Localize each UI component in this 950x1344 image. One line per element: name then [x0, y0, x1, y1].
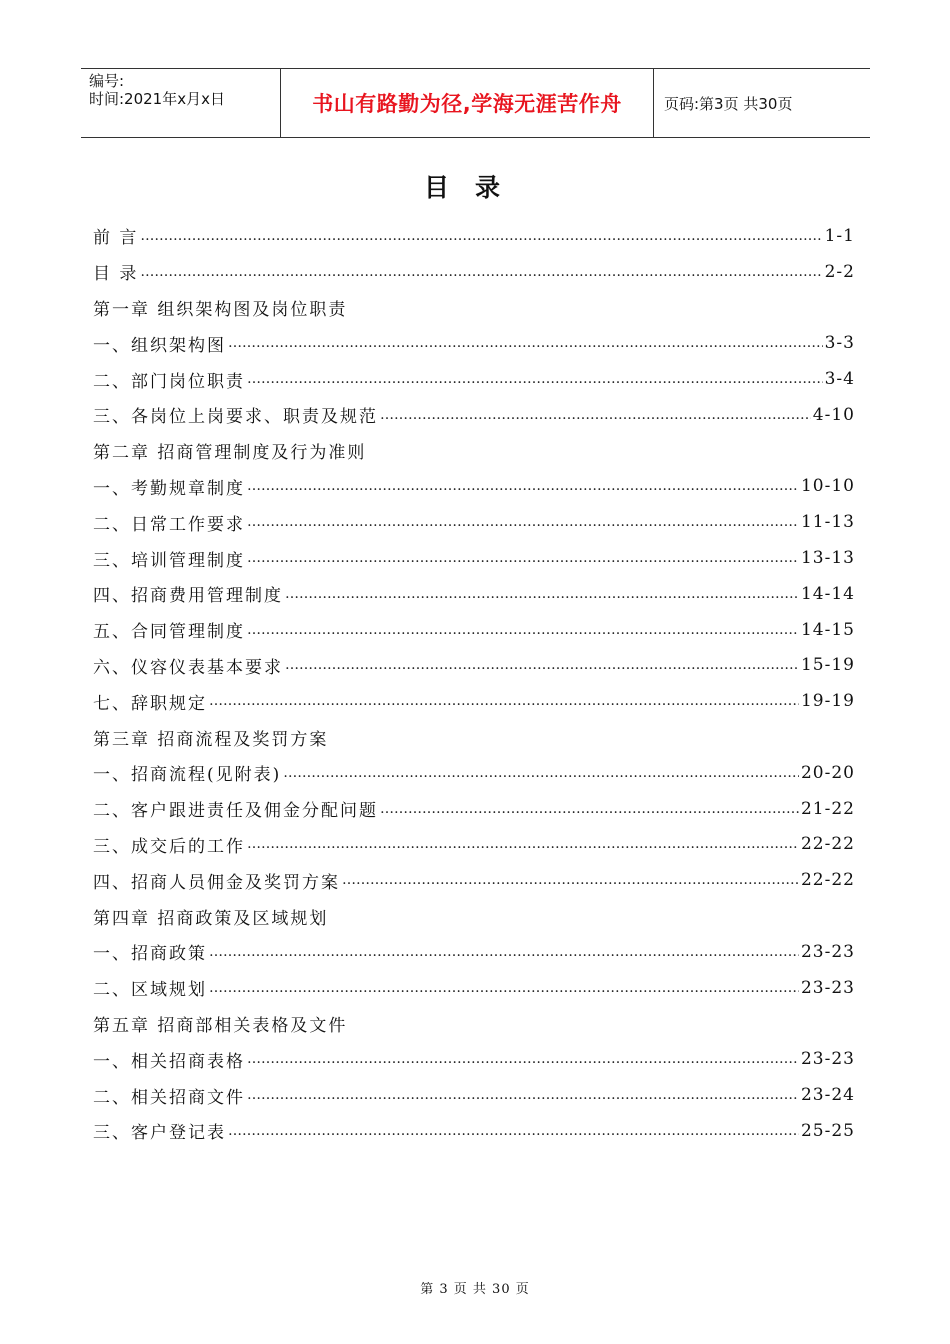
- toc-entry[interactable]: [93, 791, 855, 827]
- toc-entry-page: 11-13: [800, 512, 855, 533]
- toc-dot-leader: [342, 872, 799, 888]
- toc-entry[interactable]: [93, 934, 855, 970]
- toc-dot-leader: [380, 801, 799, 817]
- toc-entry[interactable]: [93, 1077, 855, 1113]
- toc-entry[interactable]: [93, 648, 855, 684]
- toc-entry[interactable]: [93, 540, 855, 576]
- toc-entry[interactable]: [93, 361, 855, 397]
- toc-dot-leader: [283, 765, 799, 781]
- page-title: 目录: [423, 173, 526, 202]
- toc-entry[interactable]: [93, 1041, 855, 1077]
- header-motto-cell: [281, 69, 654, 137]
- toc-entry-page: 3-3: [824, 333, 855, 354]
- toc-entry-page: 22-22: [800, 870, 855, 891]
- toc-entry[interactable]: [93, 397, 855, 433]
- toc-entry-label: 三、客户登记表: [93, 1123, 226, 1144]
- toc-dot-leader: [247, 1051, 799, 1067]
- toc-entry-label: 二、客户跟进责任及佣金分配问题: [93, 801, 378, 822]
- toc-entry[interactable]: [93, 469, 855, 505]
- toc-entry-label: 第五章 招商部相关表格及文件: [93, 1015, 348, 1036]
- toc-entry-page: 23-24: [800, 1085, 855, 1106]
- document-time-label: 时间:2021年x月x日: [89, 90, 225, 108]
- toc-entry-label: 四、招商费用管理制度: [93, 586, 283, 607]
- toc-entry-label: 一、考勤规章制度: [93, 478, 245, 499]
- toc-entry-label: 四、招商人员佣金及奖罚方案: [93, 872, 340, 893]
- toc-entry-label: 六、仪容仪表基本要求: [93, 657, 283, 678]
- toc-entry-page: 4-10: [812, 404, 855, 425]
- toc-dot-leader: [247, 550, 799, 566]
- toc-dot-leader: [247, 836, 799, 852]
- toc-entry-label: 二、区域规划: [93, 980, 207, 1001]
- toc-entry[interactable]: [93, 254, 855, 290]
- toc-entry-page: 10-10: [800, 476, 855, 497]
- toc-entry-page: 23-23: [800, 977, 855, 998]
- toc-entry-page: 22-22: [800, 834, 855, 855]
- toc-entry[interactable]: [93, 683, 855, 719]
- page-footer: 第 3 页 共 30 页: [420, 1282, 530, 1297]
- toc-entry[interactable]: [93, 576, 855, 612]
- toc-entry[interactable]: [93, 827, 855, 863]
- toc-entry-page: 13-13: [800, 548, 855, 569]
- toc-entry-label: 二、日常工作要求: [93, 514, 245, 535]
- toc-dot-leader: [247, 478, 799, 494]
- toc-entry-label: 前 言: [93, 228, 139, 249]
- toc-dot-leader: [247, 371, 823, 387]
- toc-entry[interactable]: [93, 862, 855, 898]
- toc-entry-label: 目 录: [93, 264, 139, 285]
- toc-entry-label: 二、相关招商文件: [93, 1087, 245, 1108]
- toc-chapter-heading[interactable]: [93, 719, 855, 755]
- toc-entry[interactable]: [93, 755, 855, 791]
- toc-entry-label: 第三章 招商流程及奖罚方案: [93, 729, 329, 750]
- toc-dot-leader: [247, 622, 799, 638]
- toc-dot-leader: [140, 228, 822, 244]
- header-page-info: 页码:第3页 共30页: [664, 94, 793, 113]
- toc-entry-label: 三、成交后的工作: [93, 836, 245, 857]
- toc-entry-page: 15-19: [800, 655, 855, 676]
- toc-dot-leader: [209, 693, 799, 709]
- toc-entry-label: 一、招商政策: [93, 944, 207, 965]
- toc-entry-label: 第一章 组织架构图及岗位职责: [93, 299, 348, 320]
- table-of-contents: [93, 218, 855, 1149]
- toc-entry-label: 五、合同管理制度: [93, 622, 245, 643]
- toc-entry-label: 一、招商流程(见附表): [93, 765, 282, 786]
- toc-entry-page: 23-23: [800, 1049, 855, 1070]
- header-motto: 书山有路勤为径,学海无涯苦作舟: [312, 92, 622, 116]
- toc-dot-leader: [209, 944, 799, 960]
- toc-entry-page: 25-25: [800, 1120, 855, 1141]
- document-number-label: 编号:: [89, 72, 125, 90]
- toc-entry-page: 19-19: [800, 691, 855, 712]
- toc-entry-label: 一、组织架构图: [93, 335, 226, 356]
- toc-entry[interactable]: [93, 325, 855, 361]
- toc-entry-label: 七、辞职规定: [93, 693, 207, 714]
- toc-entry-page: 14-15: [800, 619, 855, 640]
- header-meta: [81, 69, 281, 137]
- toc-entry-label: 第二章 招商管理制度及行为准则: [93, 443, 367, 464]
- toc-entry[interactable]: [93, 612, 855, 648]
- toc-entry-page: 1-1: [824, 225, 855, 246]
- toc-chapter-heading[interactable]: [93, 1006, 855, 1042]
- toc-entry[interactable]: [93, 970, 855, 1006]
- toc-dot-leader: [228, 1123, 799, 1139]
- toc-dot-leader: [140, 264, 822, 280]
- toc-dot-leader: [285, 657, 799, 673]
- toc-entry-label: 三、各岗位上岗要求、职责及规范: [93, 407, 378, 428]
- toc-dot-leader: [209, 980, 799, 996]
- toc-entry-page: 20-20: [800, 762, 855, 783]
- toc-entry-page: 14-14: [800, 583, 855, 604]
- toc-dot-leader: [380, 407, 811, 423]
- toc-entry-label: 三、培训管理制度: [93, 550, 245, 571]
- toc-entry-page: 23-23: [800, 941, 855, 962]
- toc-dot-leader: [247, 514, 799, 530]
- toc-entry-label: 二、部门岗位职责: [93, 371, 245, 392]
- toc-chapter-heading[interactable]: [93, 898, 855, 934]
- page-header: [81, 68, 870, 138]
- toc-entry[interactable]: [93, 504, 855, 540]
- toc-entry[interactable]: [93, 218, 855, 254]
- toc-dot-leader: [228, 335, 823, 351]
- toc-entry-page: 2-2: [824, 261, 855, 282]
- toc-chapter-heading[interactable]: [93, 433, 855, 469]
- toc-dot-leader: [285, 586, 799, 602]
- toc-entry[interactable]: [93, 1113, 855, 1149]
- toc-entry-label: 一、相关招商表格: [93, 1051, 245, 1072]
- toc-entry-page: 21-22: [800, 798, 855, 819]
- toc-chapter-heading[interactable]: [93, 290, 855, 326]
- toc-dot-leader: [247, 1087, 799, 1103]
- toc-entry-label: 第四章 招商政策及区域规划: [93, 908, 329, 929]
- toc-entry-page: 3-4: [824, 369, 855, 390]
